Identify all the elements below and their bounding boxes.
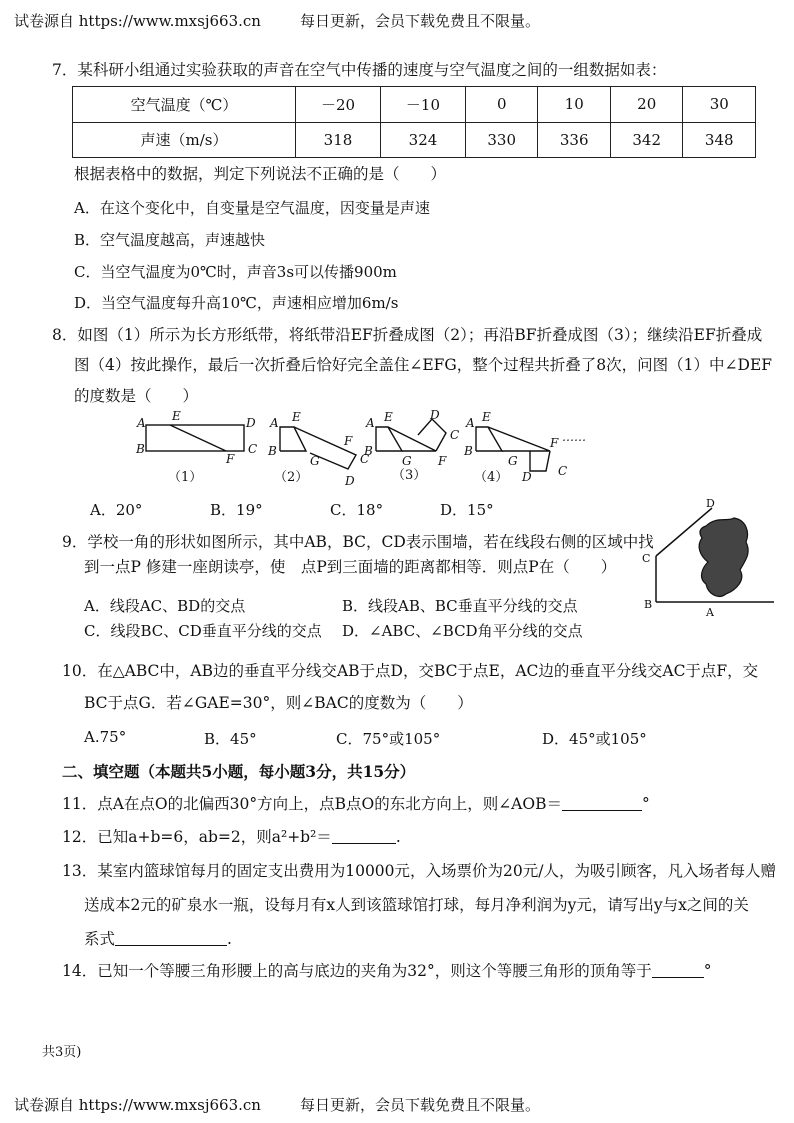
label-e: E [172,409,181,423]
label-a: A [366,416,375,430]
page-marker: 共3页) [42,1045,82,1060]
q13-text: 系式 [84,930,116,948]
label-d: D [430,408,440,422]
q13-line2: 送成本2元的矿泉水一瓶，设每月有x人到该篮球馆打球，每月净利润为y元，请写出y与x之间的关 [84,896,749,914]
footer-note: 每日更新，会员下载免费且不限量。 [300,1096,541,1114]
q10-line2: BC于点G．若∠GAE=30°，则∠BAC的度数为（ ） [84,694,473,712]
label-f: F [226,452,235,466]
header-source: 试卷源自 https://www.mxsj663.cn [14,12,261,30]
q12 [62,827,401,847]
q14-answer-blank[interactable] [652,962,704,978]
label-d: D [246,416,256,430]
q11 [62,794,650,814]
table-cell: 336 [538,122,611,158]
table-cell: 342 [610,122,683,158]
caption-1: （1） [168,470,203,485]
q7-option-b: B．空气温度越高，声速越快 [74,231,266,249]
label-c: C [360,452,370,466]
q14 [62,961,711,981]
label-d: D [706,498,715,510]
q8-option-c: C．18° [330,501,384,519]
label-e: E [292,410,301,424]
q13-answer-blank[interactable] [115,930,227,946]
q12-suffix: . [395,828,401,846]
q9-line1: 9．学校一角的形状如图所示，其中AB，BC，CD表示围墙，若在线段右侧的区域中找 [62,533,654,551]
q12-answer-blank[interactable] [332,828,396,844]
q8-line3: 的度数是（ ） [74,387,199,405]
q7-option-c: C．当空气温度为0℃时，声音3s可以传播900m [74,263,397,281]
q7-option-a: A．在这个变化中，自变量是空气温度，因变量是声速 [74,199,430,217]
label-b: B [268,444,277,458]
table-cell: 324 [380,122,465,158]
label-ellipsis: …… [562,430,586,444]
label-f: F [438,454,447,468]
table-cell: 318 [296,122,381,158]
q9-wall-figure [636,498,780,624]
q8-line1: 8．如图（1）所示为长方形纸带，将纸带沿EF折叠成图（2）；再沿BF折叠成图（3）；继续沿EF折叠成 [52,326,763,344]
q11-text: 11．点A在点O的北偏西30°方向上，点B点O的东北方向上，则∠AOB＝ [62,795,562,813]
q8-folding-figure [130,405,610,495]
label-a: A [137,416,146,430]
table-row [73,122,756,158]
q9-option-c: C．线段BC、CD垂直平分线的交点 [84,622,322,640]
q10-option-c: C．75°或105° [336,730,441,748]
label-a: A [466,416,475,430]
q8-option-d: D．15° [440,501,494,519]
q11-answer-blank[interactable] [562,795,642,811]
label-g: G [508,454,518,468]
table-cell-label: 声速（m/s） [73,122,296,158]
caption-2: （2） [274,470,309,485]
label-g: G [402,454,412,468]
q9-line2: 到一点P 修建一座朗读亭，使 点P到三面墙的距离都相等．则点P在（ ） [84,558,617,576]
q9-option-b: B．线段AB、BC垂直平分线的交点 [342,597,578,615]
table-cell: 10 [538,87,611,123]
label-f: F [550,436,559,450]
q7-prompt: 根据表格中的数据，判定下列说法不正确的是（ ） [74,165,447,183]
q9-option-a: A．线段AC、BD的交点 [84,597,246,615]
table-cell-label: 空气温度（℃） [73,87,296,123]
q7-option-d: D．当空气温度每升高10℃，声速相应增加6m/s [74,294,399,312]
table-cell: 330 [465,122,538,158]
label-c: C [248,442,258,456]
section-heading: 二、填空题（本题共5小题，每小题3分，共15分） [62,762,416,781]
q10-option-b: B．45° [204,730,257,748]
caption-4: （4） [474,470,509,485]
table-cell: 0 [465,87,538,123]
q7-table [72,86,756,158]
label-b: B [464,444,473,458]
q11-suffix: ° [641,795,650,813]
label-d: D [522,470,532,484]
table-cell: －20 [296,87,381,123]
q9-option-d: D．∠ABC、∠BCD角平分线的交点 [342,622,583,640]
header-note: 每日更新，会员下载免费且不限量。 [300,12,541,30]
q12-text: 12．已知a+b=6，ab=2，则a²+b²＝ [62,828,332,846]
label-f: F [344,434,353,448]
label-e: E [384,410,393,424]
q8-option-b: B．19° [210,501,263,519]
q7-stem: 7．某科研小组通过实验获取的声音在空气中传播的速度与空气温度之间的一组数据如表： [52,61,667,79]
q8-option-a: A．20° [90,501,143,519]
q10-option-d: D．45°或105° [542,730,647,748]
q10-line1: 10．在△ABC中，AB边的垂直平分线交AB于点D，交BC于点E，AC边的垂直平分线交AC于点F，交 [62,662,759,680]
label-a: A [270,416,279,430]
footer-source: 试卷源自 https://www.mxsj663.cn [14,1096,261,1114]
table-cell: 30 [683,87,756,123]
label-b: B [644,598,653,611]
label-a: A [706,606,714,619]
q10-option-a: A.75° [84,728,127,746]
label-b: B [136,442,145,456]
label-c: C [450,428,460,442]
label-e: E [482,410,491,424]
q13-line1: 13．某室内篮球馆每月的固定支出费用为10000元，入场票价为20元/人，为吸引顾客，凡入场者每人赠 [62,862,776,880]
q13-suffix: . [227,930,232,948]
table-row [73,87,756,123]
label-c: C [558,464,568,478]
q14-text: 14．已知一个等腰三角形腰上的高与底边的夹角为32°，则这个等腰三角形的顶角等于 [62,962,652,980]
label-b: B [364,444,373,458]
caption-3: （3） [392,468,427,483]
q13-line3 [84,929,232,949]
q14-suffix: ° [703,962,712,980]
label-d: D [345,474,355,488]
table-cell: －10 [380,87,465,123]
label-g: G [310,454,320,468]
table-cell: 348 [683,122,756,158]
reading-area-shape [699,518,748,596]
table-cell: 20 [610,87,683,123]
label-c: C [642,552,651,565]
q8-line2: 图（4）按此操作，最后一次折叠后恰好完全盖住∠EFG，整个过程共折叠了8次，问图（1）中∠DEF [74,356,773,374]
